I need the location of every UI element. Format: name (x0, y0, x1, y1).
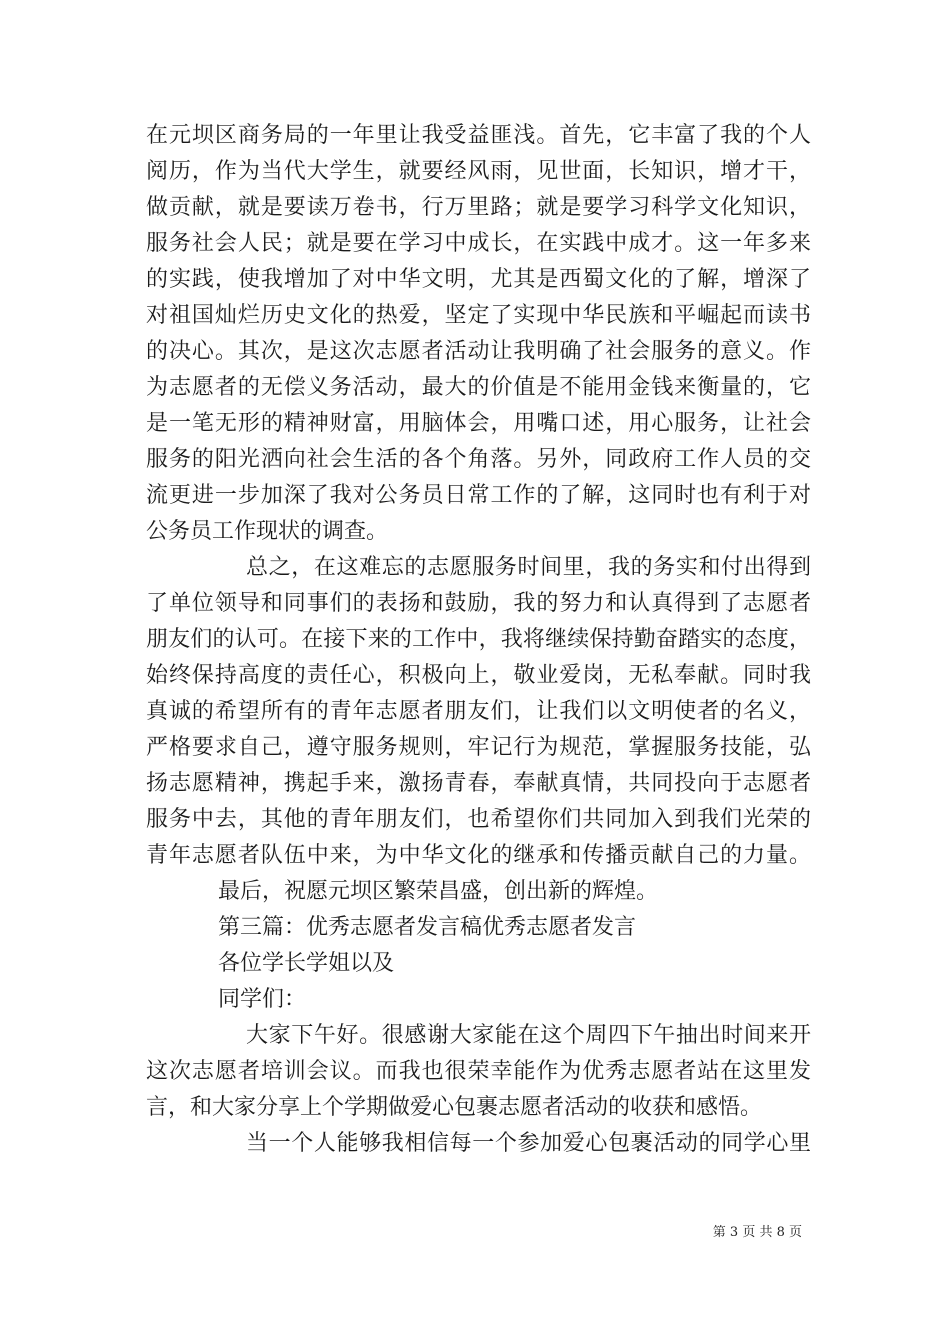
text-line: 真诚的希望所有的青年志愿者朋友们，让我们以文明使者的名义， (146, 699, 811, 724)
text-line: 严格要求自己，遵守服务规则，牢记行为规范，掌握服务技能，弘 (146, 735, 811, 760)
text-line: 青年志愿者队伍中来，为中华文化的继承和传播贡献自己的力量。 (146, 843, 811, 868)
salutation-line: 同学们： (218, 987, 307, 1012)
text-line: 了单位领导和同事们的表扬和鼓励，我的努力和认真得到了志愿者 (146, 591, 811, 616)
text-line: 服务中去，其他的青年朋友们，也希望你们共同加入到我们光荣的 (146, 807, 811, 832)
text-line: 始终保持高度的责任心，积极向上，敬业爱岗，无私奉献。同时我 (146, 663, 811, 688)
text-line: 朋友们的认可。在接下来的工作中，我将继续保持勤奋踏实的态度， (146, 627, 811, 652)
text-line: 这次志愿者培训会议。而我也很荣幸能作为优秀志愿者站在这里发 (146, 1059, 811, 1084)
section-heading: 第三篇：优秀志愿者发言稿优秀志愿者发言 (218, 915, 637, 940)
text-line: 在元坝区商务局的一年里让我受益匪浅。首先，它丰富了我的个人 (146, 123, 811, 148)
text-line: 言，和大家分享上个学期做爱心包裹志愿者活动的收获和感悟。 (146, 1095, 763, 1120)
page-number-footer: 第 3 页 共 8 页 (712, 1225, 802, 1240)
salutation-line: 各位学长学姐以及 (218, 951, 395, 976)
text-line: 是一笔无形的精神财富，用脑体会，用嘴口述，用心服务，让社会 (146, 411, 811, 436)
text-line: 最后，祝愿元坝区繁荣昌盛，创出新的辉煌。 (218, 879, 659, 904)
text-line: 为志愿者的无偿义务活动，最大的价值是不能用金钱来衡量的，它 (146, 375, 811, 400)
text-line: 公务员工作现状的调查。 (146, 519, 389, 544)
text-line: 总之，在这难忘的志愿服务时间里，我的务实和付出得到 (246, 555, 811, 580)
text-line: 当一个人能够我相信每一个参加爱心包裹活动的同学心里 (246, 1131, 811, 1156)
text-line: 大家下午好。很感谢大家能在这个周四下午抽出时间来开 (246, 1023, 811, 1048)
text-line: 对祖国灿烂历史文化的热爱，坚定了实现中华民族和平崛起而读书 (146, 303, 811, 328)
text-line: 流更进一步加深了我对公务员日常工作的了解，这同时也有利于对 (146, 483, 811, 508)
text-line: 的决心。其次，是这次志愿者活动让我明确了社会服务的意义。作 (146, 339, 811, 364)
text-line: 扬志愿精神，携起手来，激扬青春，奉献真情，共同投向于志愿者 (146, 771, 811, 796)
text-line: 做贡献，就是要读万卷书，行万里路；就是要学习科学文化知识， (146, 195, 811, 220)
text-line: 服务社会人民；就是要在学习中成长，在实践中成才。这一年多来 (146, 231, 811, 256)
text-line: 服务的阳光洒向社会生活的各个角落。另外，同政府工作人员的交 (146, 447, 811, 472)
text-line: 的实践，使我增加了对中华文明，尤其是西蜀文化的了解，增深了 (146, 267, 811, 292)
text-line: 阅历，作为当代大学生，就要经风雨，见世面，长知识，增才干， (146, 159, 811, 184)
